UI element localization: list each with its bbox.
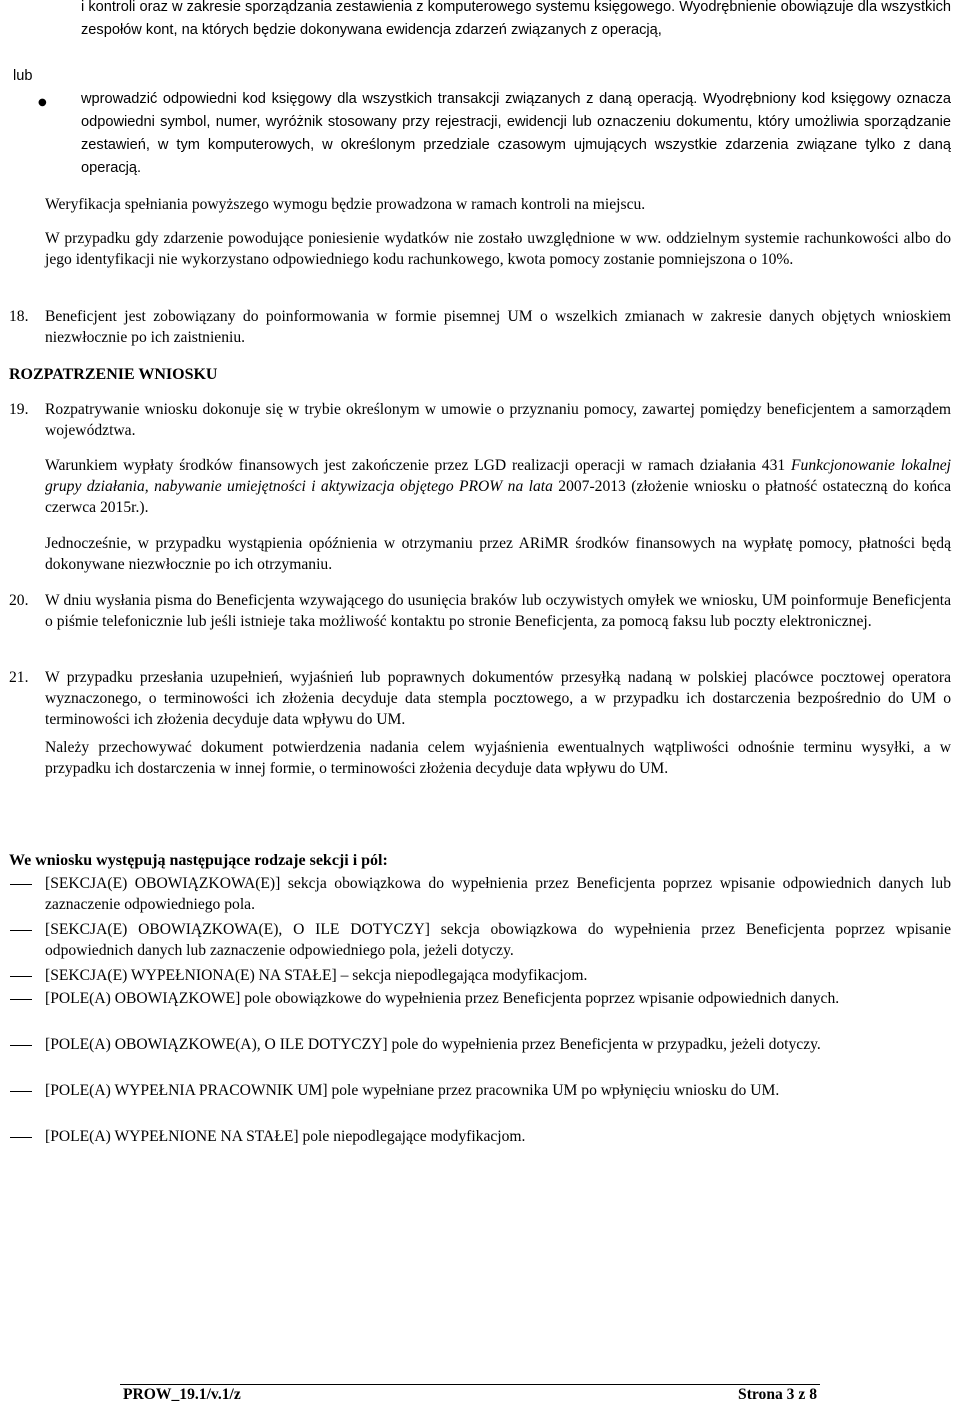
reduction-paragraph: W przypadku gdy zdarzenie powodujące poniesienie wydatków nie zostało uwzględnione w ww. oddzielnym systemie rachunkowości albo do jego identyfikacji nie wykorzystano odpowiedniego kodu rachunkowego, kwota pomocy zostanie pomniejszona o 10%.: [45, 230, 951, 268]
dash-icon: [10, 999, 32, 1000]
dash-icon: [10, 1137, 32, 1138]
item-18-text: Beneficjent jest zobowiązany do poinformowania w formie pisemnej UM o wszelkich zmianach w zakresie danych objętych wnioskiem niezwłocznie po ich zaistnieniu.: [45, 308, 951, 346]
dash-icon: [10, 1091, 32, 1092]
dash-icon: [10, 976, 32, 977]
or-word: lub: [13, 68, 33, 84]
item-21-text-continued: Należy przechowywać dokument potwierdzenia nadania celem wyjaśnienia ewentualnych wątpliwości odnośnie terminu wysyłki, a w przypadku ich dostarczenia w innej formie, o terminowości złożenia decyduje data wpływu do UM.: [45, 739, 951, 777]
payment-condition-text: Warunkiem wypłaty środków finansowych jest zakończenie przez LGD realizacji operacji w ramach działania 431: [45, 457, 792, 474]
item-19-number: 19.: [9, 401, 29, 418]
item-19-text: Rozpatrywanie wniosku dokonuje się w trybie określonym w umowie o przyznaniu pomocy, zawartej pomiędzy beneficjentem a samorządem województwa.: [45, 401, 951, 439]
section-heading: ROZPATRZENIE WNIOSKU: [9, 366, 218, 383]
item-20-text: W dniu wysłania pisma do Beneficjenta wzywającego do usunięcia braków lub oczywistych omyłek we wniosku, UM poinformuje Beneficjenta o piśmie telefonicznie lub jeśli istnieje taka możliwość kontaktu po stronie Beneficjenta, za pomocą faksu lub poczty elektronicznej.: [45, 592, 951, 630]
item-21-number: 21.: [9, 669, 29, 686]
item-20-number: 20.: [9, 592, 29, 609]
dash-icon: [10, 884, 32, 885]
payment-condition-paragraph: [45, 455, 951, 518]
section-item-7: [POLE(A) WYPEŁNIONE NA STAŁE] pole niepodlegające modyfikacjom.: [45, 1128, 526, 1145]
payment-condition-end: 2007-2013 (złożenie wniosku o płatność ostateczną do końca czerwca 2015r.).: [45, 478, 952, 516]
item-21-text: W przypadku przesłania uzupełnień, wyjaśnień lub poprawnych dokumentów przesyłką nadaną w polskiej placówce pocztowej operatora wyznaczonego, o terminowości ich złożenia decyduje data stempla pocztowego, a w przypadku ich dostarczenia bezpośrednio do UM o terminowości ich złożenia decyduje data wpływu do UM.: [45, 669, 951, 728]
sections-heading: We wniosku występują następujące rodzaje sekcji i pól:: [9, 852, 388, 869]
continuation-paragraph: i kontroli oraz w zakresie sporządzania zestawienia z komputerowego systemu księgowego. Wyodrębnienie obowiązuje dla wszystkich zespołów kont, na których będzie dokonywana ewidencja zdarzeń związanych z operacją,: [81, 0, 951, 38]
item-18-number: 18.: [9, 308, 29, 325]
section-item-5: [POLE(A) OBOWIĄZKOWE(A), O ILE DOTYCZY] pole do wypełnienia przez Beneficjenta w przypadku, jeżeli dotyczy.: [45, 1036, 821, 1053]
section-item-1: [SEKCJA(E) OBOWIĄZKOWA(E)] sekcja obowiązkowa do wypełnienia przez Beneficjenta poprzez wpisanie odpowiednich danych lub zaznaczenie odpowiedniego pola.: [45, 875, 951, 913]
section-item-2: [SEKCJA(E) OBOWIĄZKOWA(E), O ILE DOTYCZY] sekcja obowiązkowa do wypełnienia przez Beneficjenta poprzez wpisanie odpowiednich danych lub zaznaczenie odpowiedniego pola, jeżeli dotyczy.: [45, 921, 951, 959]
verification-paragraph: Weryfikacja spełniania powyższego wymogu będzie prowadzona w ramach kontroli na miejscu.: [45, 196, 646, 213]
dash-icon: [10, 1045, 32, 1046]
bullet-icon: ●: [38, 97, 47, 108]
footer-page-number: Strona 3 z 8: [738, 1386, 817, 1403]
footer-doc-code: PROW_19.1/v.1/z: [123, 1386, 241, 1403]
bullet-paragraph: wprowadzić odpowiedni kod księgowy dla wszystkich transakcji związanych z daną operacją. Wyodrębniony kod księgowy oznacza odpowiedni symbol, numer, wyróżnik stosowany przy rejestracji, ewidencji lub oznaczeniu dokumentu, który umożliwia sporządzanie zestawień, w tym komputerowych, w określonym przedziale czasowym ujmujących wszystkie zdarzenia związane tylko z daną operacją.: [81, 91, 951, 176]
action-name-italic: Funkcjonowanie lokalnej grupy działania, nabywanie umiejętności i aktywizacja objętego PROW na lata: [45, 457, 951, 495]
section-item-4: [POLE(A) OBOWIĄZKOWE] pole obowiązkowe do wypełnienia przez Beneficjenta poprzez wpisanie odpowiednich danych.: [45, 990, 840, 1007]
delay-paragraph: Jednocześnie, w przypadku wystąpienia opóźnienia w otrzymaniu przez ARiMR środków finansowych na wypłatę pomocy, płatności będą dokonywane niezwłocznie po ich otrzymaniu.: [45, 535, 951, 573]
dash-icon: [10, 930, 32, 931]
section-item-6: [POLE(A) WYPEŁNIA PRACOWNIK UM] pole wypełniane przez pracownika UM po wpłynięciu wniosku do UM.: [45, 1082, 780, 1099]
section-item-3: [SEKCJA(E) WYPEŁNIONA(E) NA STAŁE] – sekcja niepodlegająca modyfikacjom.: [45, 967, 588, 984]
